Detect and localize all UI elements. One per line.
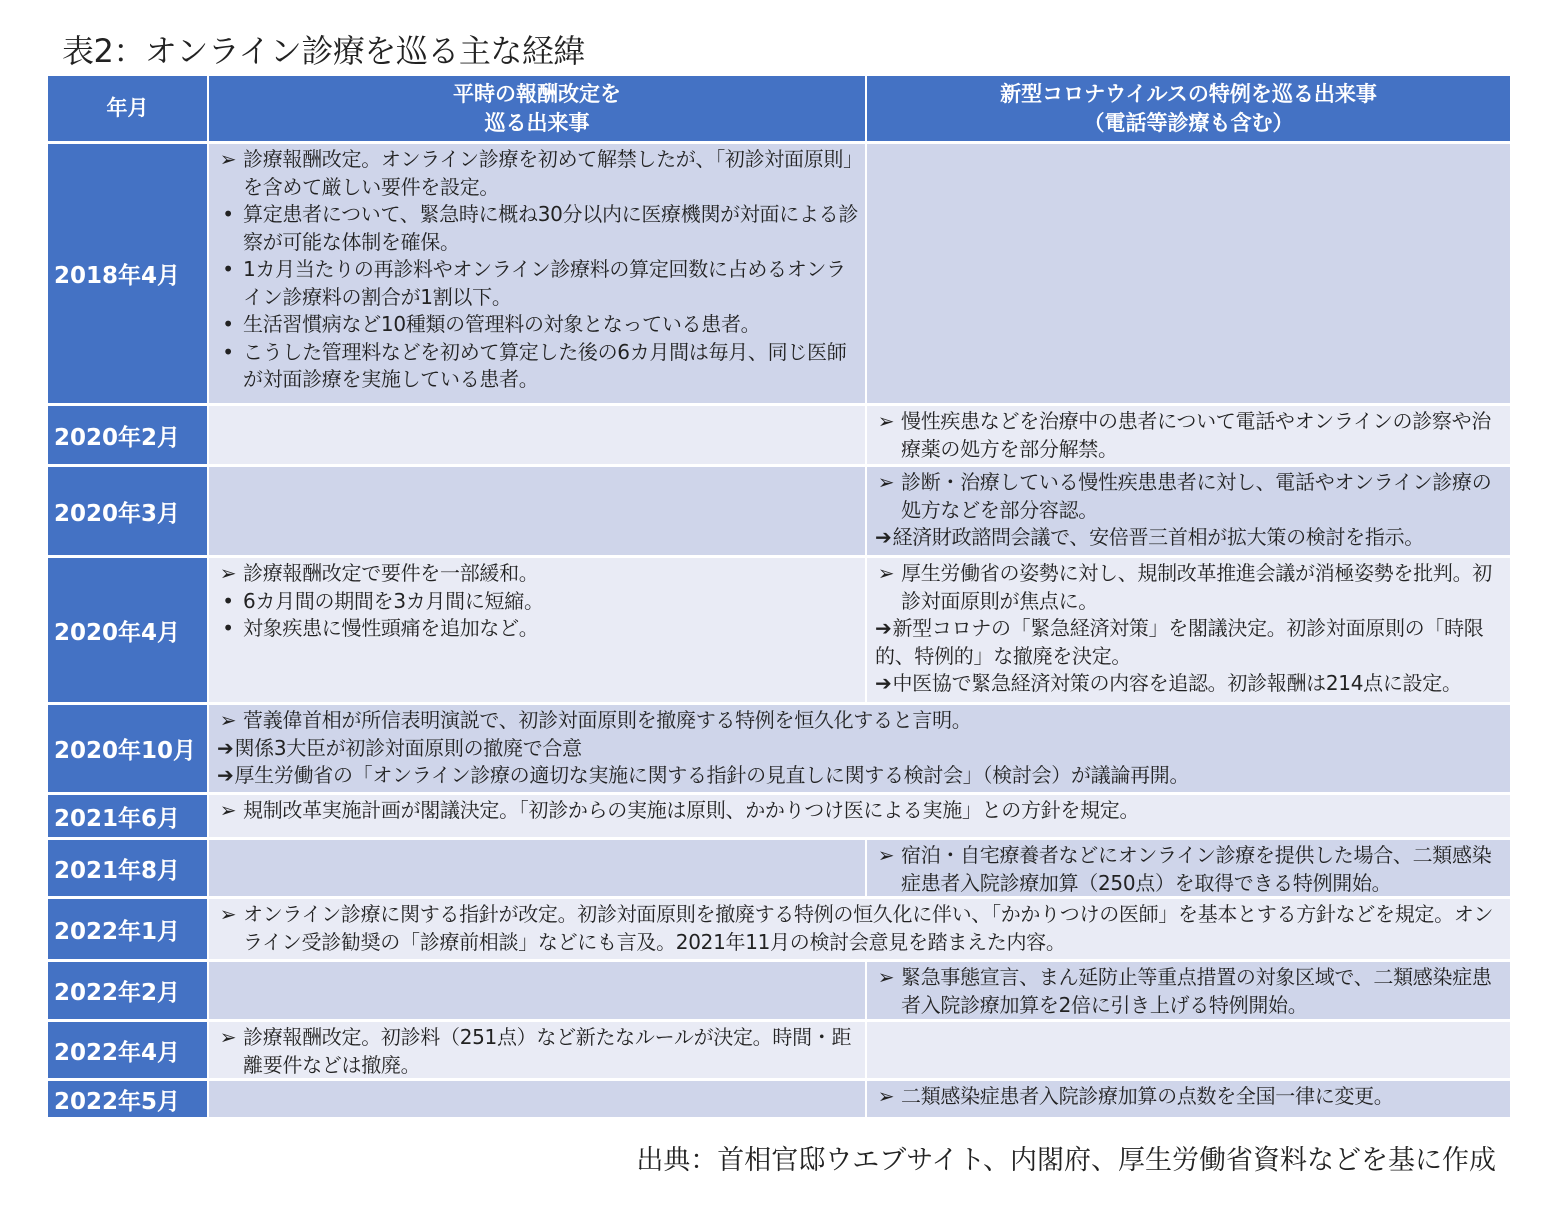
list-item [875,670,1506,698]
row-month: 2022年2月 [48,962,207,1019]
arrow-icon: ➔ [217,763,234,787]
corona-events-cell [867,467,1510,555]
arrowhead-icon: ➢ [877,843,895,867]
corona-events-cell [867,144,1510,403]
list-item [217,256,861,311]
list-item [217,1024,861,1078]
regular-events-cell [209,558,865,702]
list-item [217,311,861,339]
item-text: 1カ月当たりの再診料やオンライン診療料の算定回数に占めるオンライン診療料の割合が1割以下。 [243,257,846,309]
row-month: 2021年8月 [48,840,207,896]
arrow-icon: ➔ [875,616,892,640]
arrowhead-icon: ➢ [877,409,895,433]
item-text: 緊急事態宣言、まん延防止等重点措置の対象区域で、二類感染症患者入院診療加算を2倍に引き上げる特例開始。 [901,965,1492,1017]
regular-events-cell [209,1081,865,1117]
list-item [217,560,861,588]
arrow-icon: ➔ [875,525,892,549]
row-month: 2020年3月 [48,467,207,555]
combined-events-cell [209,705,1510,792]
item-text: 菅義偉首相が所信表明演説で、初診対面原則を撤廃する特例を恒久化すると言明。 [243,708,972,732]
list-item [217,588,861,616]
arrowhead-icon: ➢ [219,798,237,822]
arrowhead-icon: ➢ [219,902,237,926]
regular-events-cell [209,840,865,896]
list-item [875,964,1506,1019]
row-month: 2021年6月 [48,795,207,837]
row-month: 2022年1月 [48,899,207,959]
regular-events-cell [209,144,865,403]
item-text: 二類感染症患者入院診療加算の点数を全国一律に変更。 [901,1084,1394,1108]
item-text: こうした管理料などを初めて算定した後の6カ月間は毎月、同じ医師が対面診療を実施している患者。 [243,339,847,391]
row-month: 2020年2月 [48,406,207,464]
arrow-icon: ➔ [217,735,234,760]
timeline-table [48,76,1510,1117]
regular-events-cell [209,467,865,555]
item-text: 中医協で緊急経済対策の内容を追認。初診報酬は214点に設定。 [892,671,1462,695]
list-item [875,469,1506,524]
arrowhead-icon: ➢ [219,708,237,732]
row-month: 2020年4月 [48,558,207,702]
list-item [217,707,1506,735]
corona-events-cell [867,1081,1510,1117]
item-text: オンライン診療に関する指針が改定。初診対面原則を撤廃する特例の恒久化に伴い、「かかりつけの医師」を基本とする方針などを規定。オンライン受診勧奨の「診療前相談」などにも言及。2021年11月の検討会意見を踏まえた内容。 [243,902,1494,954]
bullet-icon: • [222,312,234,336]
list-item [875,524,1506,552]
corona-events-cell [867,558,1510,702]
header-regular-events: 平時の報酬改定を 巡る出来事 [209,76,865,141]
corona-events-cell [867,840,1510,896]
arrowhead-icon: ➢ [877,470,895,494]
table-title: 表2：オンライン診療を巡る主な経緯 [62,32,585,70]
list-item [217,339,861,394]
arrowhead-icon: ➢ [877,965,895,989]
list-item [217,797,1506,825]
list-item [875,408,1506,463]
corona-events-cell [867,406,1510,464]
item-text: 算定患者について、緊急時に概ね30分以内に医療機関が対面による診察が可能な体制を確保。 [243,202,859,254]
item-text: 診療報酬改定。初診料（251点）など新たなルールが決定。時間・距離要件などは撤廃。 [243,1025,852,1077]
list-item [217,615,861,643]
arrowhead-icon: ➢ [877,561,895,585]
arrowhead-icon: ➢ [219,1025,237,1049]
item-text: 対象疾患に慢性頭痛を追加など。 [243,616,539,640]
header-corona-events: 新型コロナウイルスの特例を巡る出来事 （電話等診療も含む） [867,76,1510,141]
arrowhead-icon: ➢ [219,561,237,585]
row-month: 2020年10月 [48,705,207,792]
row-month: 2022年4月 [48,1022,207,1078]
regular-events-cell [209,962,865,1019]
corona-events-cell [867,962,1510,1019]
combined-events-cell [209,795,1510,837]
header-month: 年月 [48,76,207,141]
item-text: 新型コロナの「緊急経済対策」を閣議決定。初診対面原則の「時限的、特例的」な撤廃を決定。 [875,616,1484,668]
item-text: 規制改革実施計画が閣議決定。「初診からの実施は原則、かかりつけ医による実施」との方針を規定。 [243,798,1140,822]
source-note: 出典：首相官邸ウエブサイト、内閣府、厚生労働省資料などを基に作成 [636,1145,1496,1176]
bullet-icon: • [222,339,234,364]
row-month: 2018年4月 [48,144,207,403]
item-text: 宿泊・自宅療養者などにオンライン診療を提供した場合、二類感染症患者入院診療加算（250点）を取得できる特例開始。 [901,843,1492,895]
list-item [217,146,861,201]
regular-events-cell [209,406,865,464]
item-text: 関係3大臣が初診対面原則の撤廃で合意 [234,735,582,760]
item-text: 診療報酬改定。オンライン診療を初めて解禁したが、「初診対面原則」を含めて厳しい要件を設定。 [243,147,853,199]
item-text: 6カ月間の期間を3カ月間に短縮。 [243,588,544,613]
corona-events-cell [867,1022,1510,1078]
list-item [875,615,1506,670]
item-text: 厚生労働省の姿勢に対し、規制改革推進会議が消極姿勢を批判。初診対面原則が焦点に。 [901,561,1492,613]
arrowhead-icon: ➢ [877,1084,895,1108]
row-month: 2022年5月 [48,1081,207,1117]
arrowhead-icon: ➢ [219,147,237,171]
item-text: 診療報酬改定で要件を一部緩和。 [243,561,539,585]
list-item [217,735,1506,763]
list-item [875,560,1506,615]
list-item [875,1083,1506,1111]
bullet-icon: • [222,257,234,281]
bullet-icon: • [222,202,234,226]
item-text: 慢性疾患などを治療中の患者について電話やオンラインの診察や治療薬の処方を部分解禁。 [901,409,1491,461]
arrow-icon: ➔ [875,671,892,695]
item-text: 生活習慣病など10種類の管理料の対象となっている患者。 [243,312,761,336]
combined-events-cell [209,899,1510,959]
bullet-icon: • [222,616,234,640]
list-item [217,901,1506,956]
item-text: 診断・治療している慢性疾患患者に対し、電話やオンライン診療の処方などを部分容認。 [901,470,1492,522]
item-text: 経済財政諮問会議で、安倍晋三首相が拡大策の検討を指示。 [892,525,1424,549]
regular-events-cell [209,1022,865,1078]
list-item [875,842,1506,896]
item-text: 厚生労働省の「オンライン診療の適切な実施に関する指針の見直しに関する検討会」（検討会）が議論再開。 [234,763,1190,787]
list-item [217,201,861,256]
bullet-icon: • [222,588,234,613]
list-item [217,762,1506,790]
